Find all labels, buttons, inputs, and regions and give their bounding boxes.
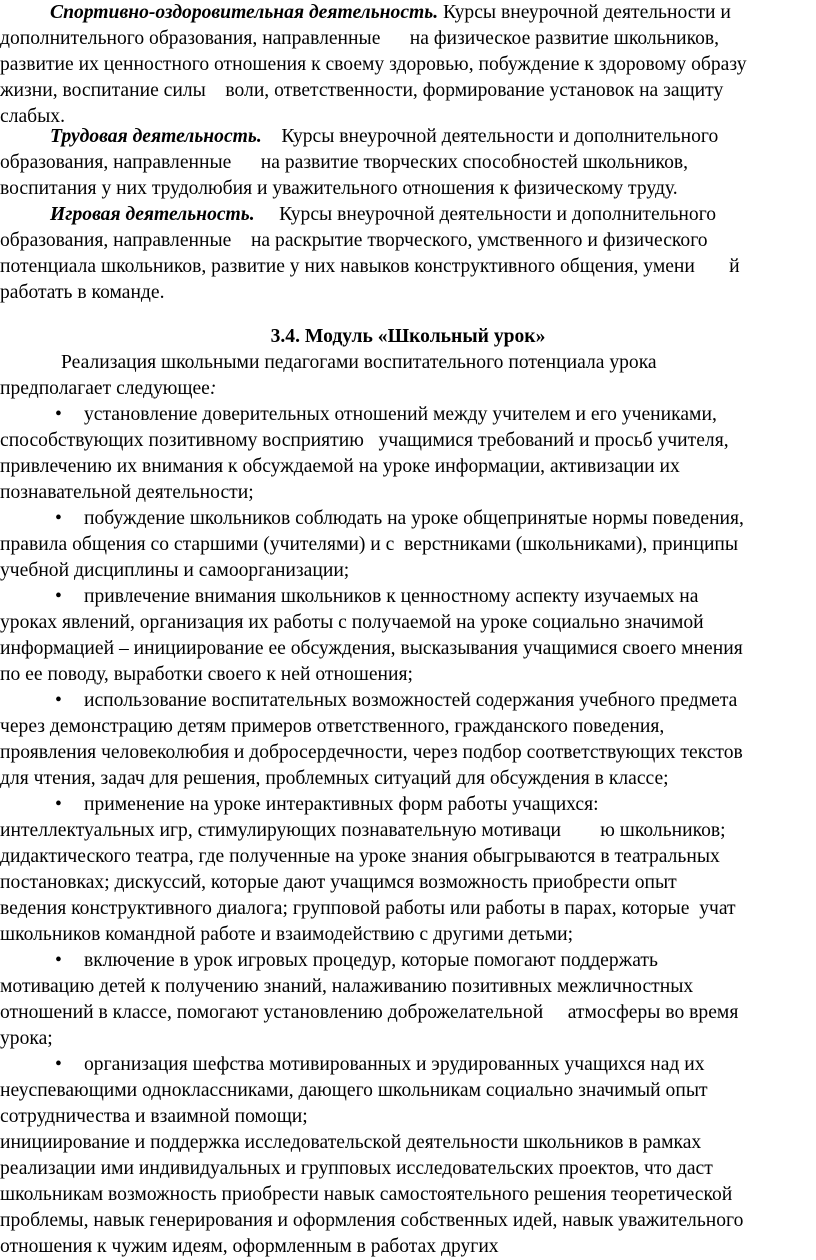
bullet-first-line: включение в урок игровых процедур, которые помогают поддержать xyxy=(84,950,658,971)
bullet-icon: • xyxy=(55,794,62,815)
bullet-text-line: через демонстрацию детям примеров ответственного, гражданского поведения, xyxy=(0,716,665,737)
bullet-text-line: школьников командной работе и взаимодействию с другими детьми; xyxy=(0,924,574,945)
labor-text-line: воспитания у них трудолюбия и уважительного отношения к физическому труду. xyxy=(0,178,678,199)
bullet-icon: • xyxy=(55,404,62,425)
bullet-first-line: установление доверительных отношений между учителем и его учениками, xyxy=(84,404,717,425)
game-paragraph-first-line xyxy=(50,202,716,228)
bullet-text-line: уроках явлений, организация их работы с получаемой на уроке социально значимой xyxy=(0,612,704,633)
bullet-icon: • xyxy=(55,690,62,711)
sport-text-line: слабых. xyxy=(0,106,65,127)
bullet-text-line: по ее поводу, выработки своего к ней отношения; xyxy=(0,664,413,685)
game-text-line: работать в команде. xyxy=(0,282,165,303)
game-text-line: образования, направленные на раскрытие творческого, умственного и физического xyxy=(0,230,708,251)
game-text-line: потенциала школьников, развитие у них навыков конструктивного общения, умени й xyxy=(0,256,740,277)
game-heading: Игровая деятельность. xyxy=(50,204,255,225)
bullet-text-line: урока; xyxy=(0,1028,53,1049)
module-intro-line: Реализация школьными педагогами воспитательного потенциала урока xyxy=(61,352,657,373)
bullet-text-line: сотрудничества и взаимной помощи; xyxy=(0,1106,308,1127)
sport-text-line: развитие их ценностного отношения к своему здоровью, побуждение к здоровому образу xyxy=(0,54,747,75)
sport-paragraph-first-line xyxy=(50,0,731,26)
bullet-icon: • xyxy=(55,950,62,971)
labor-heading: Трудовая деятельность. xyxy=(50,126,262,147)
bullet-text-line: правила общения со старшими (учителями) и с верстниками (школьниками), принципы xyxy=(0,534,739,555)
bullet-text-line: привлечению их внимания к обсуждаемой на уроке информации, активизации их xyxy=(0,456,680,477)
module-intro-colon: : xyxy=(209,378,217,399)
bullet-text-line: постановках; дискуссий, которые дают учащимся возможность приобрести опыт xyxy=(0,872,677,893)
bullet-icon: • xyxy=(55,586,62,607)
closing-text-line: проблемы, навык генерирования и оформления собственных идей, навык уважительного xyxy=(0,1210,744,1231)
labor-text-line: Курсы внеурочной деятельности и дополнительного xyxy=(261,126,719,147)
bullet-text-line: учебной дисциплины и самоорганизации; xyxy=(0,560,350,581)
closing-text-line: школьникам возможность приобрести навык самостоятельного решения теоретической xyxy=(0,1184,733,1205)
labor-paragraph-first-line xyxy=(50,124,718,150)
bullet-text-line: неуспевающими одноклассниками, дающего школьникам социально значимый опыт xyxy=(0,1080,708,1101)
bullet-icon: • xyxy=(55,508,62,529)
labor-text-line: образования, направленные на развитие творческих способностей школьников, xyxy=(0,152,689,173)
bullet-text-line: дидактического театра, где полученные на уроке знания обыгрываются в театральных xyxy=(0,846,720,867)
bullet-text-line: способствующих позитивному восприятию учащимися требований и просьб учителя, xyxy=(0,430,729,451)
bullet-first-line: организация шефства мотивированных и эрудированных учащихся над их xyxy=(84,1054,705,1075)
bullet-text-line: отношений в классе, помогают установлению доброжелательной атмосферы во время xyxy=(0,1002,739,1023)
sport-text-line: жизни, воспитание силы воли, ответственности, формирование установок на защиту xyxy=(0,80,724,101)
sport-heading: Спортивно-оздоровительная деятельность. xyxy=(50,2,439,23)
closing-text-line: отношения к чужим идеям, оформленным в работах других xyxy=(0,1236,499,1257)
module-intro-line-2 xyxy=(0,376,216,402)
bullet-first-line: использование воспитательных возможностей содержания учебного предмета xyxy=(84,690,738,711)
bullet-text-line: мотивацию детей к получению знаний, налаживанию позитивных межличностных xyxy=(0,976,694,997)
sport-text-line: дополнительного образования, направленные на физическое развитие школьников, xyxy=(0,28,720,49)
module-intro-text: предполагает следующее xyxy=(0,378,210,399)
bullet-first-line: побуждение школьников соблюдать на уроке общепринятые нормы поведения, xyxy=(84,508,744,529)
bullet-text-line: познавательной деятельности; xyxy=(0,482,254,503)
closing-text-line: инициирование и поддержка исследовательской деятельности школьников в рамках xyxy=(0,1132,702,1153)
bullet-text-line: проявления человеколюбия и добросердечности, через подбор соответствующих текстов xyxy=(0,742,743,763)
sport-text-line: Курсы внеурочной деятельности и xyxy=(438,2,731,23)
bullet-text-line: информацией – инициирование ее обсуждения, высказывания учащимися своего мнения xyxy=(0,638,743,659)
module-title: 3.4. Модуль «Школьный урок» xyxy=(270,326,546,347)
bullet-icon: • xyxy=(55,1054,62,1075)
bullet-text-line: для чтения, задач для решения, проблемных ситуаций для обсуждения в классе; xyxy=(0,768,669,789)
bullet-first-line: привлечение внимания школьников к ценностному аспекту изучаемых на xyxy=(84,586,699,607)
bullet-first-line: применение на уроке интерактивных форм работы учащихся: xyxy=(84,794,599,815)
closing-text-line: реализации ими индивидуальных и групповых исследовательских проектов, что даст xyxy=(0,1158,713,1179)
bullet-text-line: интеллектуальных игр, стимулирующих познавательную мотиваци ю школьников; xyxy=(0,820,726,841)
game-text-line: Курсы внеурочной деятельности и дополнительного xyxy=(254,204,717,225)
bullet-text-line: ведения конструктивного диалога; групповой работы или работы в парах, которые учат xyxy=(0,898,736,919)
